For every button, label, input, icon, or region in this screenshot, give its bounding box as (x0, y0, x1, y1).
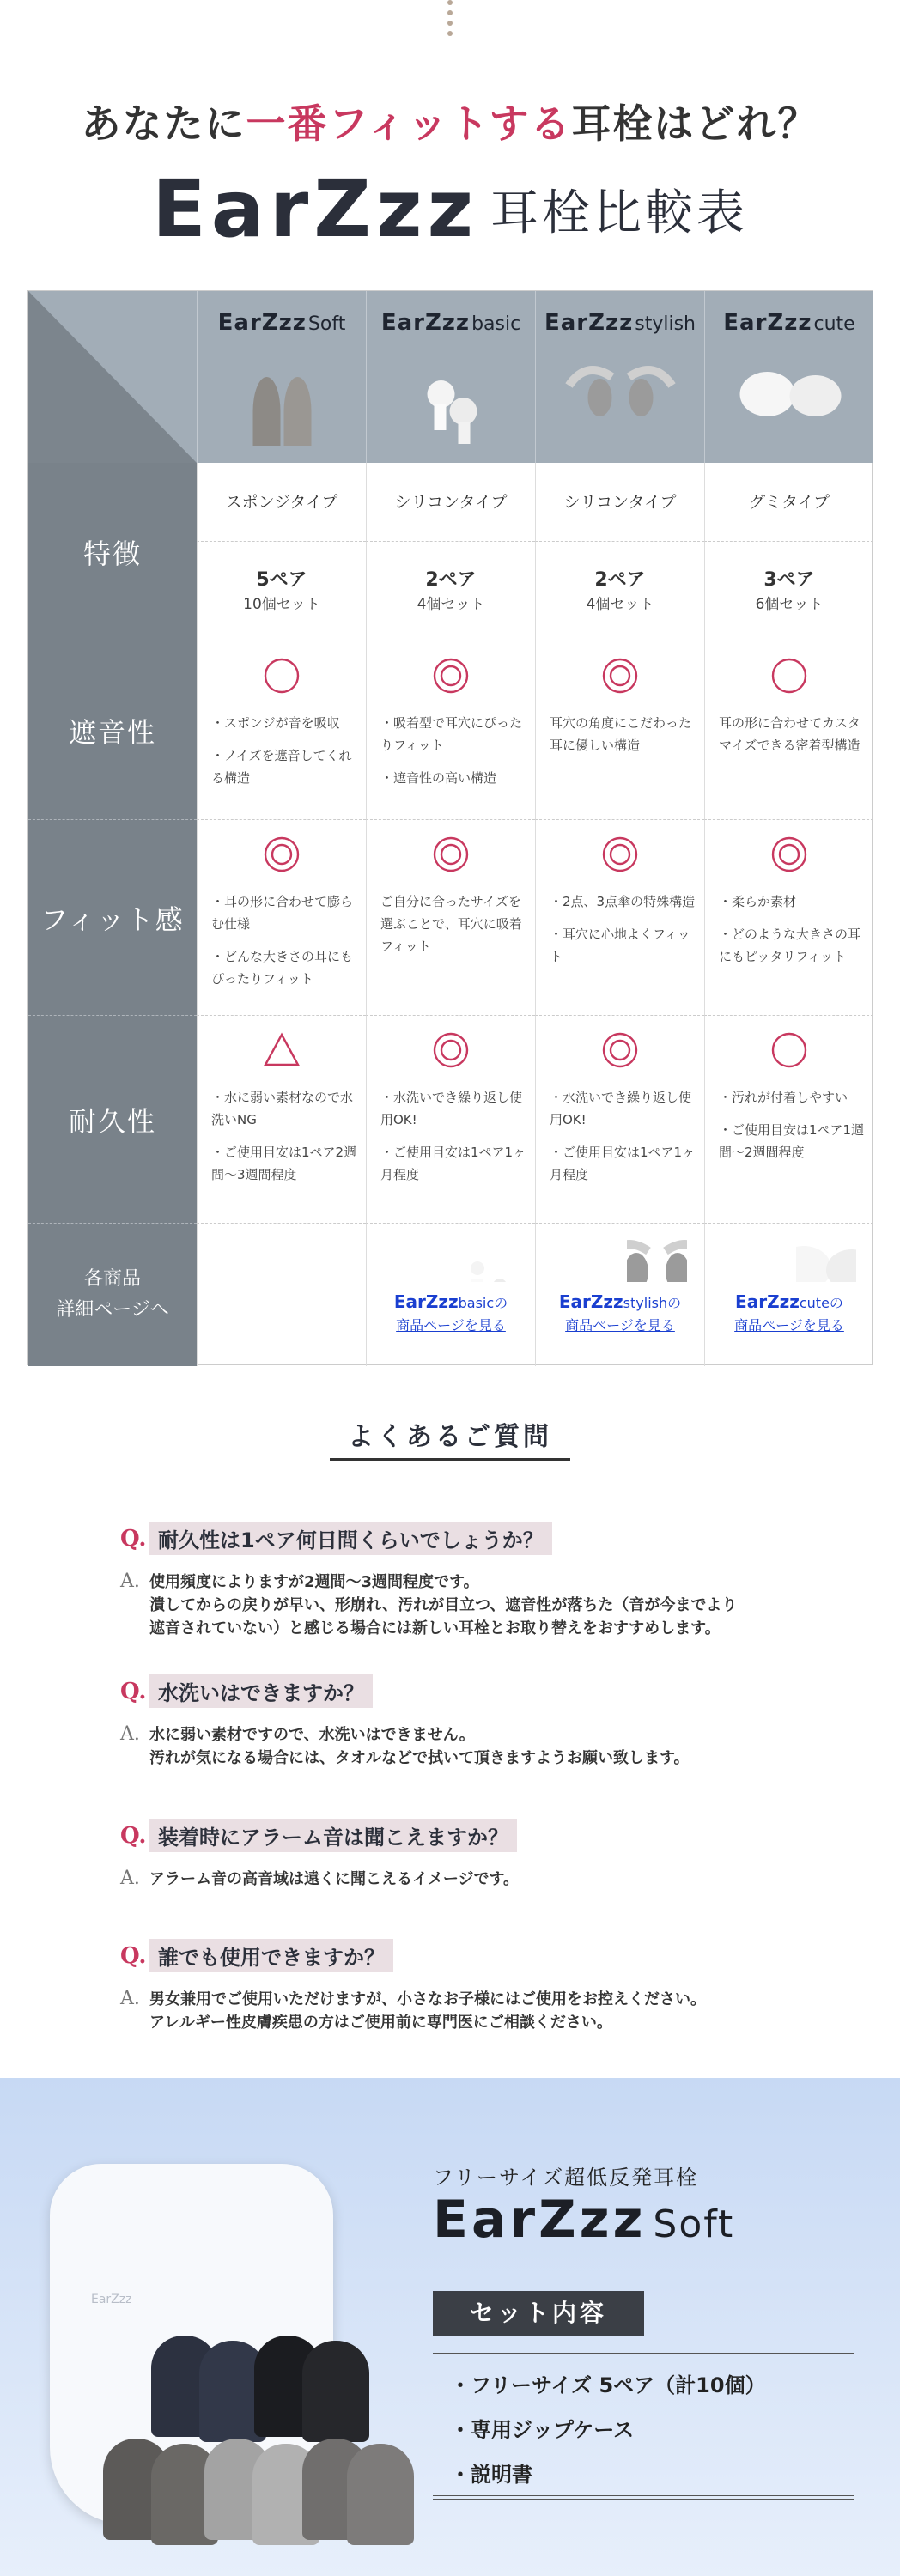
pairs-cell (535, 542, 704, 641)
sound-cell (366, 641, 535, 820)
sound-cell (535, 641, 704, 820)
sound-notes (380, 712, 526, 799)
durability-rating-icon (263, 1031, 301, 1069)
set-contents-heading: セット内容 (433, 2291, 644, 2336)
product-header-stylish (535, 291, 704, 463)
page-headline: あなたに一番フィットする耳栓はどれ？ (81, 100, 819, 147)
product-image (367, 351, 535, 454)
divider (433, 2495, 854, 2496)
pair-count: 3ペア (763, 568, 815, 591)
product-name (536, 310, 704, 336)
faq-question (120, 1939, 824, 1972)
question-mark: Q. (120, 1942, 147, 1969)
row-label-details (28, 1224, 197, 1366)
durability-notes (211, 1086, 357, 1196)
faq-question (120, 1674, 824, 1708)
product-page-link-cute[interactable] (734, 1291, 844, 1334)
details-label-line: 詳細ページへ (56, 1299, 169, 1321)
faq-title-underline (330, 1458, 570, 1461)
product-brand: EarZzz (217, 310, 307, 336)
fit-notes (380, 890, 526, 968)
answer-text (149, 1723, 690, 1770)
link-variant: stylish (623, 1295, 668, 1311)
product-variant: cute (813, 313, 855, 335)
set-item: ・専用ジップケース (450, 2418, 635, 2442)
durability-notes (380, 1086, 526, 1196)
link-variant: basic (458, 1295, 495, 1311)
note-line: ・2点、3点傘の特殊構造 (550, 894, 696, 909)
product-brand: EarZzz (380, 310, 471, 336)
pair-count: 2ペア (425, 568, 477, 591)
divider (433, 2353, 854, 2354)
brand-logo: EarZzz (151, 163, 479, 255)
product-header-basic (366, 291, 535, 463)
note-line: ・どのような大きさの耳にもピッタリフィット (719, 927, 861, 964)
product-thumbnail (627, 1239, 687, 1282)
link-line2: 商品ページを見る (565, 1317, 675, 1334)
link-suffix: の (829, 1295, 843, 1311)
row-label-durability: 耐久性 (28, 1016, 197, 1224)
note-line: ・耳の形に合わせて膨らむ仕様 (211, 894, 354, 932)
answer-line: 汚れが気になる場合には、タオルなどで拭いて頂きますようお願い致します。 (149, 1749, 690, 1767)
answer-text (149, 1988, 706, 2034)
faq-answer (120, 1723, 824, 1770)
table-corner (28, 291, 197, 463)
faq-question (120, 1522, 824, 1555)
note-line: ・ご使用目安は1ペア1週間〜2週間程度 (719, 1122, 865, 1160)
note-line: ・どんな大きさの耳にもぴったりフィット (211, 949, 354, 987)
product-image (536, 351, 704, 454)
note-line: ・ご使用目安は1ペア2週間〜3週間程度 (211, 1145, 357, 1182)
faq-title: よくあるご質問 (348, 1422, 552, 1452)
earplug-image (347, 2444, 414, 2545)
product-name (367, 310, 535, 336)
answer-text (149, 1868, 519, 1891)
set-count: 10個セット (243, 595, 320, 613)
answer-mark: A. (120, 1571, 140, 1592)
sound-notes (550, 712, 696, 767)
product-page-link-basic[interactable] (393, 1291, 508, 1334)
note-line: ・水に弱い素材なので水洗いNG (211, 1090, 354, 1127)
product-link-wrap (705, 1292, 873, 1337)
row-label-fit: フィット感 (28, 820, 197, 1016)
sound-rating-icon (770, 657, 808, 695)
brand-title (0, 163, 900, 255)
banner-tagline: フリーサイズ超低反発耳栓 (433, 2166, 699, 2190)
question-text: 装着時にアラーム音は聞こえますか？ (149, 1819, 517, 1852)
note-line: ・遮音性の高い構造 (380, 770, 497, 786)
product-variant: stylish (635, 313, 696, 335)
comparison-table (27, 290, 873, 1365)
brand-subtitle: 耳栓比較表 (490, 185, 749, 241)
details-label-line: 各商品 (83, 1268, 141, 1290)
note-line: ・スポンジが音を吸収 (211, 715, 340, 731)
note-line: ・吸着型で耳穴にぴったりフィット (380, 715, 523, 753)
note-line: ・ご使用目安は1ペア1ヶ月程度 (380, 1145, 526, 1182)
product-type: シリコンタイプ (394, 492, 508, 512)
link-brand: EarZzz (735, 1291, 800, 1312)
case-label: EarZzz (91, 2293, 132, 2306)
durability-notes (719, 1086, 865, 1174)
link-line2: 商品ページを見る (734, 1317, 844, 1334)
pairs-cell (704, 542, 873, 641)
sound-rating-icon (432, 657, 470, 695)
decorative-dots (447, 0, 453, 41)
answer-line: 遮音されていない）と感じる場合には新しい耳栓とお取り替えをおすすめします。 (149, 1619, 721, 1637)
details-cell (366, 1224, 535, 1366)
link-suffix: の (667, 1295, 682, 1311)
product-header-soft (197, 291, 366, 463)
note-line: ・ノイズを遮音してくれる構造 (211, 748, 352, 786)
fit-cell (704, 820, 873, 1016)
product-brand: EarZzz (544, 310, 634, 336)
durability-cell (535, 1016, 704, 1224)
earplug-image (302, 2341, 369, 2442)
note-line: ・汚れが付着しやすい (719, 1090, 848, 1105)
fit-notes (719, 890, 865, 978)
product-type: グミタイプ (748, 492, 830, 512)
answer-line: 使用頻度によりますが2週間〜3週間程度です。 (149, 1573, 479, 1591)
pair-count: 2ペア (594, 568, 646, 591)
fit-cell (366, 820, 535, 1016)
product-brand: EarZzz (723, 310, 812, 336)
answer-line: 男女兼用でご使用いただけますが、小さなお子様にはご使用をお控えください。 (149, 1990, 706, 2008)
details-cell (704, 1224, 873, 1366)
pairs-cell (366, 542, 535, 641)
product-name (705, 310, 873, 336)
note-line: 耳の形に合わせてカスタマイズできる密着型構造 (719, 715, 861, 753)
details-cell (197, 1224, 366, 1366)
faq-item (120, 1674, 824, 1770)
link-suffix: の (494, 1295, 508, 1311)
set-item: ・フリーサイズ 5ペア（計10個） (450, 2373, 766, 2397)
answer-line: アラーム音の高音域は遠くに聞こえるイメージです。 (149, 1870, 520, 1888)
set-count: 4個セット (586, 595, 654, 613)
fit-notes (550, 890, 696, 978)
note-line: 耳穴の角度にこだわった耳に優しい構造 (550, 715, 691, 753)
fit-rating-icon (770, 835, 808, 873)
sound-rating-icon (601, 657, 639, 695)
note-line: ご自分に合ったサイズを選ぶことで、耳穴に吸着フィット (380, 894, 522, 954)
divider (433, 2499, 854, 2500)
faq-item (120, 1939, 824, 2034)
fit-rating-icon (432, 835, 470, 873)
answer-line: 潰してからの戻りが早い、形崩れ、汚れが目立つ、遮音性が落ちた（音が今までより (149, 1596, 738, 1614)
details-cell (535, 1224, 704, 1366)
product-header-cute (704, 291, 873, 463)
product-variant: Soft (307, 313, 346, 335)
faq-answer (120, 1988, 824, 2034)
question-mark: Q. (120, 1525, 147, 1552)
fit-rating-icon (601, 835, 639, 873)
set-count: 6個セット (755, 595, 824, 613)
note-line: ・水洗いでき繰り返し使用OK! (550, 1090, 692, 1127)
fit-cell (197, 820, 366, 1016)
product-type: スポンジタイプ (225, 492, 338, 512)
link-brand: EarZzz (558, 1291, 623, 1312)
faq-item (120, 1522, 824, 1640)
sound-notes (211, 712, 357, 799)
answer-line: 水に弱い素材ですので、水洗いはできません。 (149, 1726, 475, 1744)
banner-logo: EarZzz Soft (433, 2190, 735, 2250)
faq-item (120, 1819, 824, 1891)
type-cell (704, 463, 873, 542)
question-mark: Q. (120, 1678, 147, 1704)
product-link-wrap (367, 1292, 535, 1337)
question-text: 水洗いはできますか？ (149, 1674, 373, 1708)
faq-question (120, 1819, 824, 1852)
sound-rating-icon (263, 657, 301, 695)
type-cell (535, 463, 704, 542)
link-variant: cute (799, 1295, 830, 1311)
pair-count: 5ペア (256, 568, 307, 591)
answer-text (149, 1571, 737, 1640)
product-link-wrap (536, 1292, 704, 1337)
product-image (705, 351, 873, 454)
durability-rating-icon (601, 1031, 639, 1069)
product-thumbnail (458, 1239, 518, 1282)
durability-notes (550, 1086, 696, 1196)
pairs-cell (197, 542, 366, 641)
durability-rating-icon (770, 1031, 808, 1069)
link-line2: 商品ページを見る (396, 1317, 506, 1334)
question-text: 誰でも使用できますか？ (149, 1939, 393, 1972)
answer-mark: A. (120, 1988, 140, 2009)
sound-notes (719, 712, 865, 767)
note-line: ・柔らか素材 (719, 894, 797, 909)
note-line: ・ご使用目安は1ペア1ヶ月程度 (550, 1145, 696, 1182)
answer-mark: A. (120, 1868, 140, 1889)
faq-answer (120, 1868, 824, 1891)
product-type: シリコンタイプ (563, 492, 677, 512)
durability-cell (366, 1016, 535, 1224)
set-count: 4個セット (417, 595, 485, 613)
product-thumbnail (796, 1239, 856, 1282)
product-page-link-stylish[interactable] (558, 1291, 682, 1334)
note-line: ・耳穴に心地よくフィット (550, 927, 690, 964)
type-cell (197, 463, 366, 542)
set-item: ・説明書 (450, 2463, 532, 2487)
answer-line: アレルギー性皮膚疾患の方はご使用前に専門医にご相談ください。 (149, 2014, 612, 2032)
product-variant: basic (471, 313, 521, 335)
row-label-features: 特徴 (28, 463, 197, 641)
product-image (198, 351, 366, 454)
fit-cell (535, 820, 704, 1016)
note-line: ・水洗いでき繰り返し使用OK! (380, 1090, 523, 1127)
type-cell (366, 463, 535, 542)
row-label-sound: 遮音性 (28, 641, 197, 820)
durability-rating-icon (432, 1031, 470, 1069)
sound-cell (197, 641, 366, 820)
durability-cell (197, 1016, 366, 1224)
link-brand: EarZzz (393, 1291, 459, 1312)
question-mark: Q. (120, 1822, 147, 1849)
product-name (198, 310, 366, 336)
fit-notes (211, 890, 357, 1000)
faq-answer (120, 1571, 824, 1640)
sound-cell (704, 641, 873, 820)
answer-mark: A. (120, 1723, 140, 1745)
question-text: 耐久性は1ペア何日間くらいでしょうか？ (149, 1522, 552, 1555)
product-banner (0, 2078, 900, 2576)
fit-rating-icon (263, 835, 301, 873)
durability-cell (704, 1016, 873, 1224)
